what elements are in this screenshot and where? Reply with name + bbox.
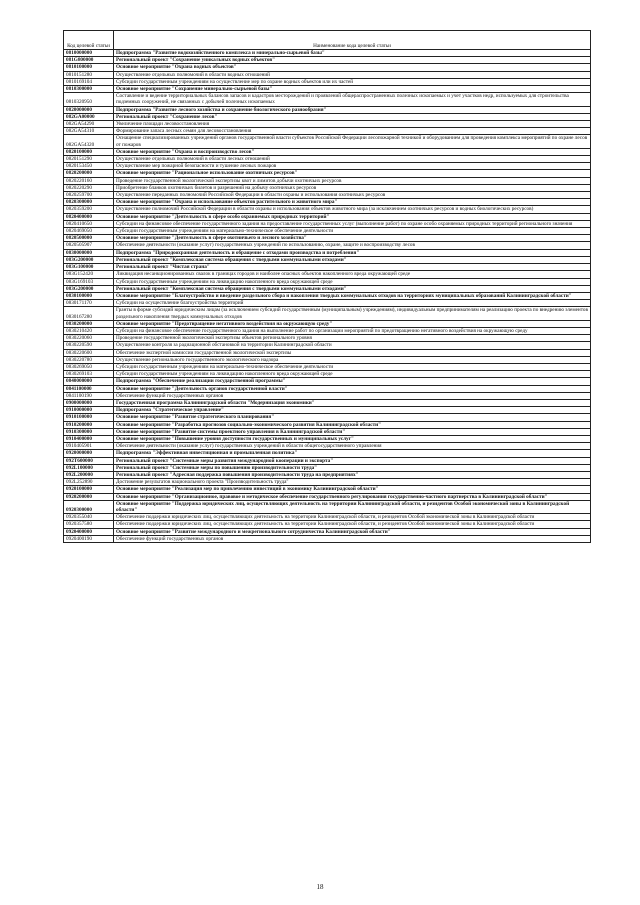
table-row	[64, 135, 591, 148]
row-code: 0830220060	[64, 335, 114, 342]
row-name: Обеспечение деятельности (оказание услуг) государственных учреждений по использованию, охране, защите и воспроизводству лесов	[114, 242, 591, 249]
table-row	[64, 342, 591, 349]
row-name: Основное мероприятие "Охрана и использование объектов растительного и животного мира"	[114, 199, 591, 206]
table-row	[64, 86, 591, 93]
row-name: Основное мероприятие "Деятельность в сфере особо охраняемых природных территорий"	[114, 213, 591, 220]
row-code: 0920100000	[64, 486, 114, 493]
row-name: Основное мероприятие "Деятельность органов государственной власти"	[114, 385, 591, 392]
row-code: 0820200000	[64, 170, 114, 177]
table-row	[64, 450, 591, 457]
table-row	[64, 199, 591, 206]
row-name: Региональный проект "Системные меры развития международной кооперации и экспорта"	[114, 457, 591, 464]
row-name: Обеспечение поддержки юридических лиц, осуществляющих деятельность на территории Калининградской области, и резидентов Особой экономической зоны в Калининградской области	[114, 521, 591, 528]
row-name: Подпрограмма "Развитие водохозяйственного комплекса и минерально-сырьевой базы"	[114, 50, 591, 57]
row-code: 092L100000	[64, 464, 114, 471]
table-row	[64, 535, 591, 542]
row-code: 0820151290	[64, 156, 114, 163]
row-code: 0830220780	[64, 356, 114, 363]
row-code: 082GA54320	[64, 135, 114, 148]
row-name: Осуществление полномочий Российской Федерации в области охраны и использования объектов животного мира (за исключением охотничьих ресурсов и водных биологических ресурсов)	[114, 206, 591, 213]
row-code: 0920200000	[64, 493, 114, 500]
row-code: 092L200000	[64, 471, 114, 478]
table-row	[64, 192, 591, 199]
table-row	[64, 378, 591, 385]
row-name: Основное мероприятие "Сохранение минерально-сырьевой базы"	[114, 86, 591, 93]
row-name: Основное мероприятие "Развитие стратегического планирования"	[114, 414, 591, 421]
row-name: Подпрограмма "Развитие лесного хозяйства и сохранение биологического разнообразия"	[114, 106, 591, 113]
row-name: Основное мероприятие "Организационное, правовое и методическое обеспечение государственного регулирования государственно-частного партнерства в Калининградской области"	[114, 493, 591, 500]
table-row	[64, 457, 591, 464]
table-row	[64, 128, 591, 135]
row-name: Субсидии на финансовое обеспечение государственного задания на выполнение работ по организации мероприятий по предотвращению негативного воздействия на окружающую среду	[114, 327, 591, 334]
page-number: 18	[316, 883, 324, 891]
table-row	[64, 64, 591, 71]
row-name: Приобретение бланков охотничьих билетов и разрешений на добычу охотничьих ресурсов	[114, 184, 591, 191]
row-name: Осуществление отдельных полномочий в области водных отношений	[114, 71, 591, 78]
row-name: Обеспечение экспертной комиссии государственной экологической экспертизы	[114, 349, 591, 356]
row-code: 0830269050	[64, 363, 114, 370]
row-code: 0830167280	[64, 307, 114, 320]
table-row	[64, 493, 591, 500]
row-code: 0820220160	[64, 177, 114, 184]
row-code: 0830100000	[64, 292, 114, 299]
row-code: 0820300000	[64, 199, 114, 206]
row-code: 0810169104	[64, 78, 114, 85]
row-name: Подпрограмма "Стратегическое управление"	[114, 407, 591, 414]
row-name: Осуществление мер пожарной безопасности и тушение лесных пожаров	[114, 163, 591, 170]
table-row	[64, 327, 591, 334]
row-code: 0820469050	[64, 228, 114, 235]
table-row	[64, 249, 591, 256]
row-name: Основное мероприятие "Благоустройство и введение раздельного сбора и накопления твердых коммунальных отходов на территориях муниципальных образований Калининградской области"	[114, 292, 591, 299]
row-name: Региональный проект "Комплексная система обращения с твердыми коммунальными отходами"	[114, 285, 591, 292]
table-body	[64, 50, 591, 543]
table-row	[64, 78, 591, 85]
row-code: 0910300000	[64, 428, 114, 435]
table-row	[64, 292, 591, 299]
row-code: 083G100000	[64, 264, 114, 271]
row-code: 0910100000	[64, 414, 114, 421]
row-name: Государственная программа Калининградской области "Модернизация экономики"	[114, 399, 591, 406]
table-row	[64, 307, 591, 320]
row-name: Достижение результатов национального проекта "Производительность труда"	[114, 479, 591, 486]
table-row	[64, 121, 591, 128]
row-code: 0920355040	[64, 514, 114, 521]
row-code: 0820505907	[64, 242, 114, 249]
row-code: 083G200000	[64, 256, 114, 263]
row-code: 0830220600	[64, 349, 114, 356]
row-code: 0910405901	[64, 443, 114, 450]
row-name: Обеспечение функций государственных органов	[114, 392, 591, 399]
table-row	[64, 242, 591, 249]
row-code: 0820359200	[64, 206, 114, 213]
table-row	[64, 514, 591, 521]
row-name: Основное мероприятие "Реализация мер по привлечению инвестиций в экономику Калининградской области"	[114, 486, 591, 493]
row-code: 0820500000	[64, 235, 114, 242]
row-code: 0830200000	[64, 320, 114, 327]
row-name: Основное мероприятие "Разработка прогнозов социально-экономического развития Калининградской области"	[114, 421, 591, 428]
row-code: 0920400190	[64, 535, 114, 542]
row-code: 0841100000	[64, 385, 114, 392]
row-name: Региональный проект "Чистая страна"	[114, 264, 591, 271]
table-row	[64, 385, 591, 392]
table-row	[64, 399, 591, 406]
table-row	[64, 414, 591, 421]
row-code: 082GA54290	[64, 121, 114, 128]
table-row	[64, 349, 591, 356]
row-name: Основное мероприятие "Поддержка юридических лиц, осуществляющих деятельность на территории Калининградской области, и резидентов Особой экономической зоны в Калининградской области"	[114, 500, 591, 513]
row-name: Осуществление переданных полномочий Российской Федерации в области охраны и использования охотничьих ресурсов	[114, 192, 591, 199]
row-name: Субсидии государственным учреждениям на материально-техническое обеспечение деятельности	[114, 228, 591, 235]
table-row	[64, 278, 591, 285]
row-name: Осуществление отдельных полномочий в области лесных отношений	[114, 156, 591, 163]
row-code: 082GA00000	[64, 113, 114, 120]
row-code: 0900000000	[64, 399, 114, 406]
table-row	[64, 264, 591, 271]
row-name: Подпрограмма "Обеспечение реализации государственной программы"	[114, 378, 591, 385]
row-name: Региональный проект "Системные меры по повышению производительности труда"	[114, 464, 591, 471]
row-name: Подпрограмма "Эффективная инвестиционная и промышленная политика"	[114, 450, 591, 457]
table-row	[64, 170, 591, 177]
table-row	[64, 220, 591, 227]
row-name: Региональный проект "Комплексная система обращения с твердыми коммунальными отходами"	[114, 256, 591, 263]
row-code: 0910000000	[64, 407, 114, 414]
row-code: 0820220290	[64, 184, 114, 191]
row-name: Обеспечение функций государственных органов	[114, 535, 591, 542]
table-row	[64, 256, 591, 263]
row-code: 0920300000	[64, 500, 114, 513]
row-code: 083G200000	[64, 285, 114, 292]
code-column-header: Код целевой статьи	[64, 31, 114, 50]
row-code: 092T600000	[64, 457, 114, 464]
table-row	[64, 421, 591, 428]
row-code: 081G800000	[64, 57, 114, 64]
row-name: Проведение государственной экологической экспертизы объектов регионального уровня	[114, 335, 591, 342]
table-row	[64, 363, 591, 370]
table-row	[64, 464, 591, 471]
table-row	[64, 148, 591, 155]
table-row	[64, 471, 591, 478]
table-row	[64, 285, 591, 292]
row-name: Обеспечение деятельности (оказание услуг) государственных учреждений в области общегосударственного управления	[114, 443, 591, 450]
row-name: Обеспечение поддержки юридических лиц, осуществляющих деятельность на территории Калининградской области, и резидентов Особой экономической зоны в Калининградской области	[114, 514, 591, 521]
row-name: Субсидии государственным учреждениям на ликвидацию накопленного вреда окружающей среде	[114, 371, 591, 378]
row-code: 0841100190	[64, 392, 114, 399]
table-row	[64, 93, 591, 106]
row-code: 0820400000	[64, 213, 114, 220]
name-column-header: Наименование кода целевой статьи	[114, 31, 591, 50]
table-row	[64, 50, 591, 57]
row-name: Субсидии государственным учреждениям на осуществление мер по охране водных объектов или их частей	[114, 78, 591, 85]
table-row	[64, 57, 591, 64]
table-row	[64, 71, 591, 78]
table-row	[64, 228, 591, 235]
table-row	[64, 500, 591, 513]
row-name: Гранты в форме субсидий юридическим лицам (за исключением субсидий государственным (муниципальным) учреждениям), индивидуальным предпринимателям на реализацию проекта по внедрению элементов раздельного накопления твердых коммунальных отходов	[114, 307, 591, 320]
row-code: 0910200000	[64, 421, 114, 428]
row-name: Региональный проект "Сохранение лесов"	[114, 113, 591, 120]
table-row	[64, 371, 591, 378]
row-code: 0920357580	[64, 521, 114, 528]
table-row	[64, 206, 591, 213]
row-name: Основное мероприятие "Развитие международного и межрегионального сотрудничества Калининградской области"	[114, 528, 591, 535]
row-code: 0810100000	[64, 64, 114, 71]
row-code: 0820410650	[64, 220, 114, 227]
table-row	[64, 521, 591, 528]
row-name: Ликвидация несанкционированных свалок в границах городов и наиболее опасных объектов накопленного вреда окружающей среде	[114, 271, 591, 278]
row-code: 0810300000	[64, 86, 114, 93]
row-name: Осуществление контроля за радиационной обстановкой на территории Калининградской области	[114, 342, 591, 349]
table-row	[64, 528, 591, 535]
row-name: Региональный проект "Сохранение уникальных водных объектов"	[114, 57, 591, 64]
row-code: 083G152420	[64, 271, 114, 278]
row-name: Основное мероприятие "Предотвращение негативного воздействия на окружающую среду"	[114, 320, 591, 327]
table-row	[64, 300, 591, 307]
row-name: Основное мероприятие "Охрана водных объектов"	[114, 64, 591, 71]
table-row	[64, 271, 591, 278]
row-name: Основное мероприятие "Деятельность в сфере охотничьего и лесного хозяйства"	[114, 235, 591, 242]
row-code: 0830000000	[64, 249, 114, 256]
row-name: Основное мероприятие "Охрана и воспроизводство лесов"	[114, 148, 591, 155]
table-row	[64, 213, 591, 220]
row-name: Субсидии государственным учреждениям на материально-техническое обеспечение деятельности	[114, 363, 591, 370]
row-name: Составление и ведение территориальных балансов запасов и кадастров месторождений и проявлений общераспространенных полезных ископаемых и учет участков недр, используемых для строительства подземных сооружений, не связанных с добычей полезных ископаемых	[114, 93, 591, 106]
row-code: 0840000000	[64, 378, 114, 385]
row-name: Основное мероприятие "Повышение уровня доступности государственных и муниципальных услуг"	[114, 435, 591, 442]
table-row	[64, 320, 591, 327]
row-code: 0820153450	[64, 163, 114, 170]
table-row	[64, 479, 591, 486]
row-code: 092L252890	[64, 479, 114, 486]
row-name: Формирование запаса лесных семян для лесовосстановления	[114, 128, 591, 135]
row-code: 0830220590	[64, 342, 114, 349]
row-name: Региональный проект "Адресная поддержка повышения производительности труда на предприятиях"	[114, 471, 591, 478]
row-code: 0830269103	[64, 371, 114, 378]
table-row	[64, 177, 591, 184]
row-name: Субсидии государственным учреждениям на ликвидацию накопленного вреда окружающей среде	[114, 278, 591, 285]
row-name: Подпрограмма "Природоохранная деятельность и обращение с отходами производства и потребления"	[114, 249, 591, 256]
row-name: Увеличение площади лесовосстановления	[114, 121, 591, 128]
table-row	[64, 113, 591, 120]
row-code: 0830210420	[64, 327, 114, 334]
row-code: 0920400000	[64, 528, 114, 535]
table-row	[64, 356, 591, 363]
row-name: Основное мероприятие "Развитие системы проектного управления в Калининградской области"	[114, 428, 591, 435]
row-code: 0830171170	[64, 300, 114, 307]
table-row	[64, 443, 591, 450]
table-row	[64, 428, 591, 435]
table-row	[64, 486, 591, 493]
row-code: 0820000000	[64, 106, 114, 113]
target-article-table	[63, 30, 591, 543]
row-name: Основное мероприятие "Рациональное использование охотничьих ресурсов"	[114, 170, 591, 177]
row-code: 0920000000	[64, 450, 114, 457]
row-code: 0810000000	[64, 50, 114, 57]
row-code: 0820259700	[64, 192, 114, 199]
row-name: Субсидии на осуществление благоустройства территорий	[114, 300, 591, 307]
document-page	[63, 30, 590, 543]
table-row	[64, 184, 591, 191]
table-row	[64, 335, 591, 342]
row-code: 0910400000	[64, 435, 114, 442]
table-row	[64, 156, 591, 163]
table-row	[64, 106, 591, 113]
row-code: 083G169103	[64, 278, 114, 285]
table-row	[64, 235, 591, 242]
row-name: Проведение государственной экологической экспертизы квот и лимитов добычи охотничьих ресурсов	[114, 177, 591, 184]
row-code: 0810320950	[64, 93, 114, 106]
table-row	[64, 435, 591, 442]
row-code: 0810151280	[64, 71, 114, 78]
row-name: Оснащение специализированных учреждений органов государственной власти субъектов Российской Федерации лесопожарной техникой и оборудованием для проведения комплекса мероприятий по охране лесов от пожаров	[114, 135, 591, 148]
table-row	[64, 163, 591, 170]
table-row	[64, 407, 591, 414]
row-code: 082GA54310	[64, 128, 114, 135]
row-code: 0820100000	[64, 148, 114, 155]
row-name: Осуществление регионального государственного экологического надзора	[114, 356, 591, 363]
row-name: Субсидии на финансовое обеспечение государственного задания на предоставление государственных услуг (выполнение работ) по охране особо охраняемых природных территорий регионального значения	[114, 220, 591, 227]
table-row	[64, 392, 591, 399]
